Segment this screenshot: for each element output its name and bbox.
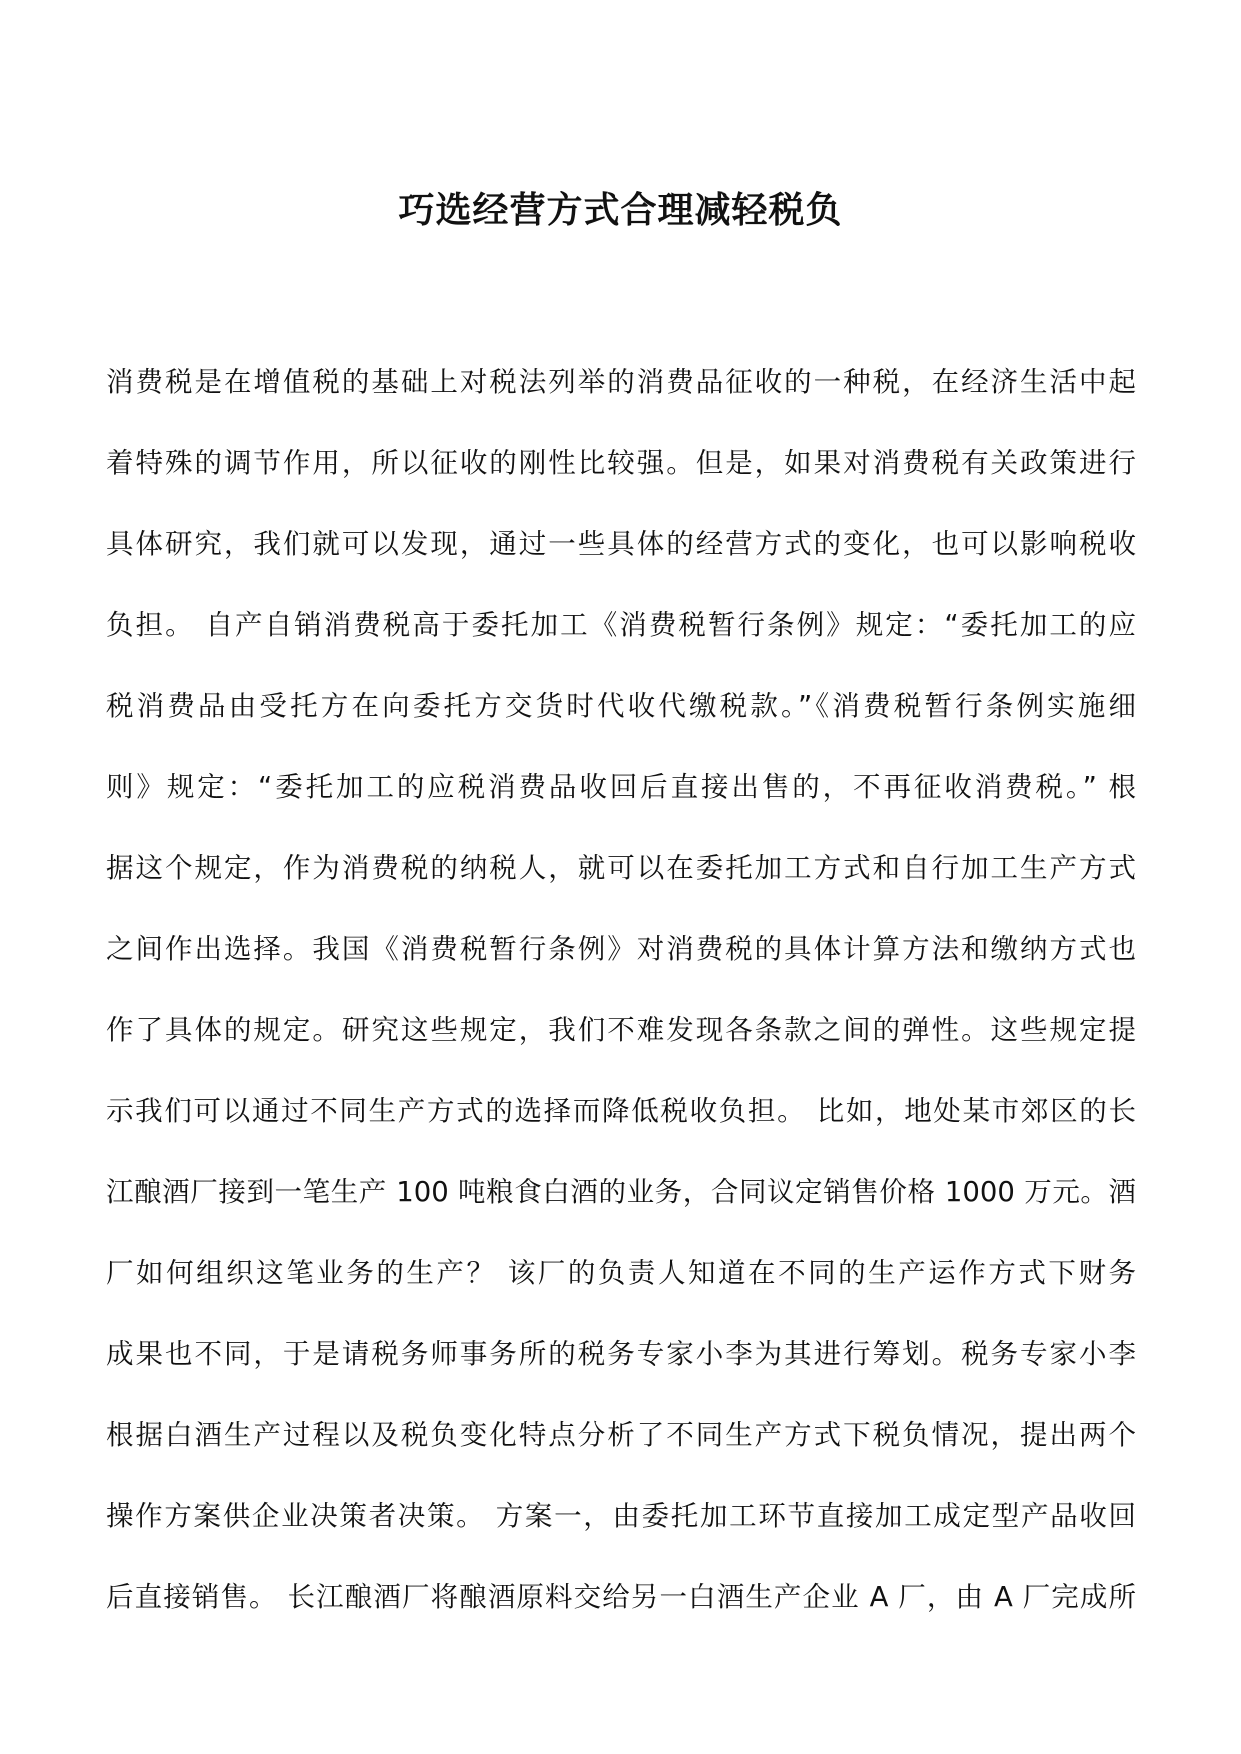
body-line: 操作方案供企业决策者决策。 方案一，由委托加工环节直接加工成定型产品收回	[106, 1500, 1136, 1532]
body-line: 江酿酒厂接到一笔生产 100 吨粮食白酒的业务，合同议定销售价格 1000 万元。酒	[106, 1176, 1136, 1208]
body-line: 则》规定：“委托加工的应税消费品收回后直接出售的，不再征收消费税。” 根	[106, 771, 1136, 803]
body-line: 税消费品由受托方在向委托方交货时代收代缴税款。”《消费税暂行条例实施细	[106, 690, 1136, 722]
body-line: 负担。 自产自销消费税高于委托加工《消费税暂行条例》规定：“委托加工的应	[106, 609, 1136, 641]
body-line: 厂如何组织这笔业务的生产？ 该厂的负责人知道在不同的生产运作方式下财务	[106, 1257, 1136, 1289]
body-line: 具体研究，我们就可以发现，通过一些具体的经营方式的变化，也可以影响税收	[106, 528, 1136, 560]
document-title: 巧选经营方式合理减轻税负	[398, 190, 843, 232]
body-line: 示我们可以通过不同生产方式的选择而降低税收负担。 比如，地处某市郊区的长	[106, 1095, 1136, 1127]
body-line: 据这个规定，作为消费税的纳税人，就可以在委托加工方式和自行加工生产方式	[106, 852, 1136, 884]
body-line: 消费税是在增值税的基础上对税法列举的消费品征收的一种税，在经济生活中起	[106, 366, 1136, 398]
body-line: 根据白酒生产过程以及税负变化特点分析了不同生产方式下税负情况，提出两个	[106, 1419, 1136, 1451]
document-body	[106, 342, 1136, 1638]
body-line: 作了具体的规定。研究这些规定，我们不难发现各条款之间的弹性。这些规定提	[106, 1014, 1136, 1046]
body-line: 后直接销售。 长江酿酒厂将酿酒原料交给另一白酒生产企业 A 厂，由 A 厂完成所	[106, 1581, 1136, 1613]
body-line: 之间作出选择。我国《消费税暂行条例》对消费税的具体计算方法和缴纳方式也	[106, 933, 1136, 965]
body-line: 着特殊的调节作用，所以征收的刚性比较强。但是，如果对消费税有关政策进行	[106, 447, 1136, 479]
body-line: 成果也不同，于是请税务师事务所的税务专家小李为其进行筹划。税务专家小李	[106, 1338, 1136, 1370]
